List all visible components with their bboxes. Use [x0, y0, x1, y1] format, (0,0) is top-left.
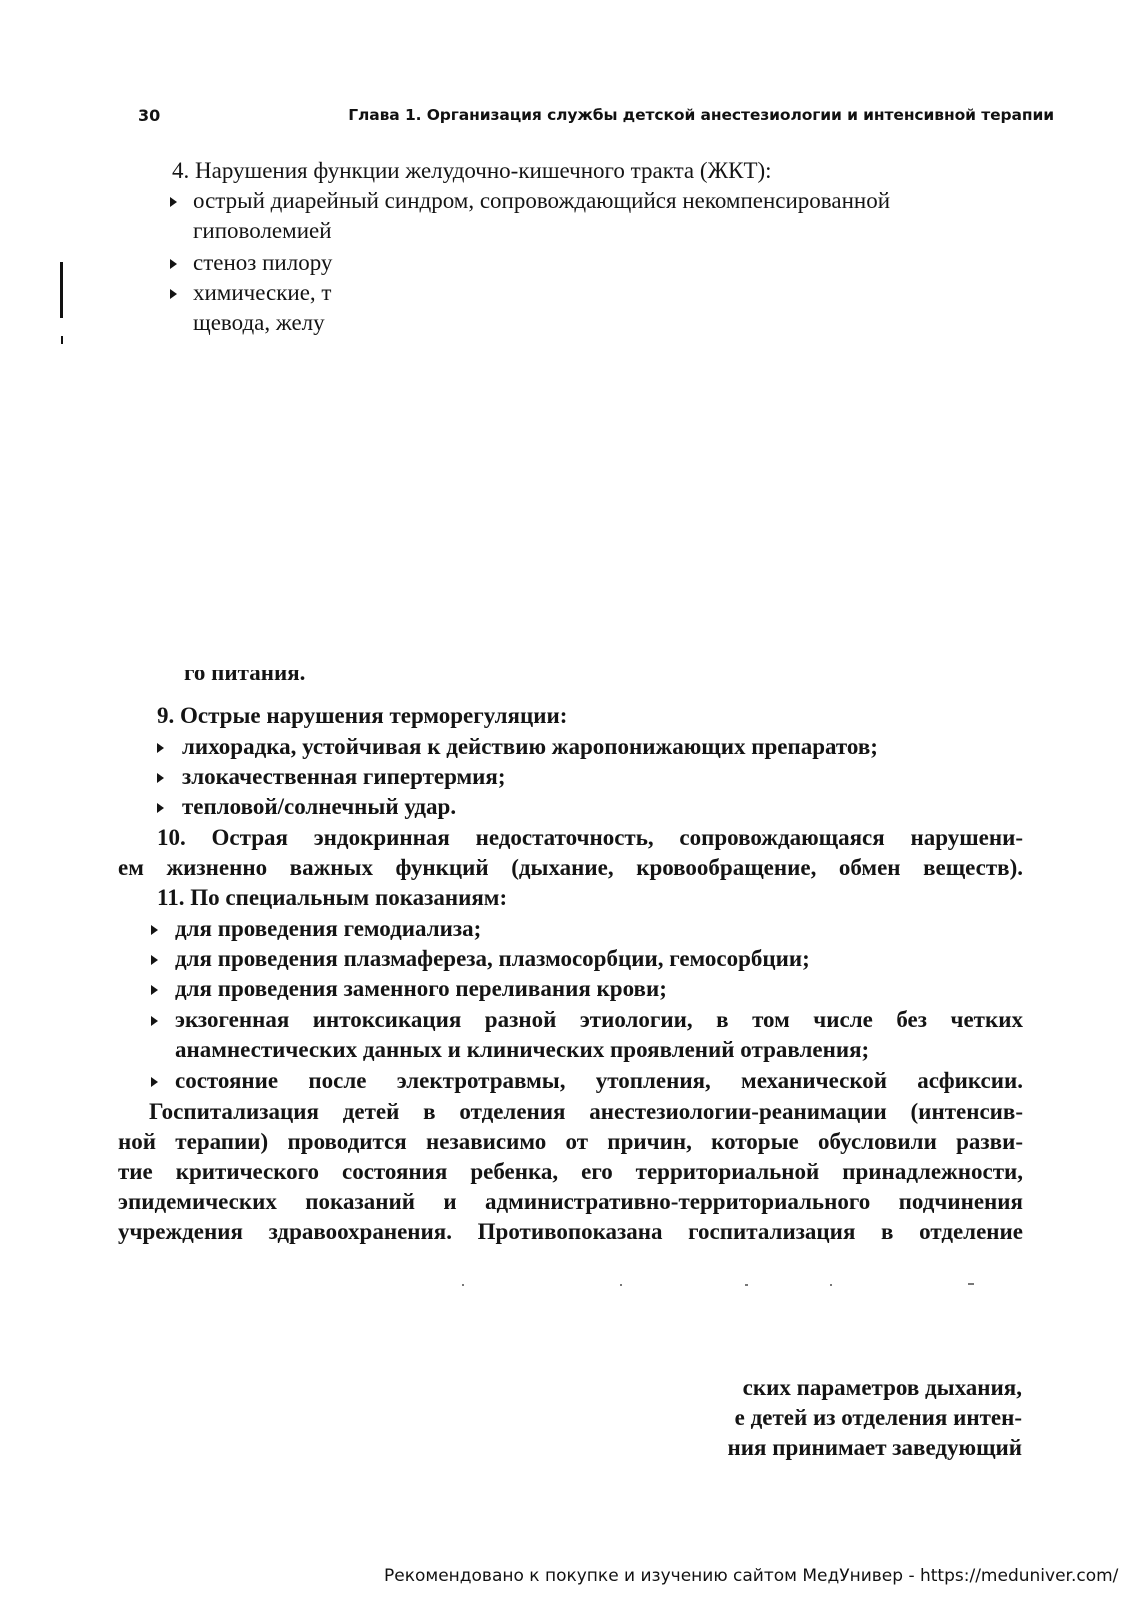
list-item: состояние после электротравмы, утопления, механической асфиксии. — [175, 1068, 1023, 1093]
bullet-icon — [170, 197, 177, 207]
fragment-line: е детей из отделения интен- — [734, 1405, 1022, 1430]
list-item: острый диарейный синдром, сопровождающийся некомпенсированной — [193, 188, 890, 213]
list-item: экзогенная интоксикация разной этиологии, в том числе без четких — [175, 1007, 1023, 1032]
chapter-title: Глава 1. Организация службы детской анестезиологии и интенсивной терапии — [348, 106, 1054, 124]
paragraph-line: ной терапии) проводится независимо от причин, которые обусловили разви- — [118, 1129, 1023, 1154]
list-item: для проведения гемодиализа; — [175, 916, 482, 941]
fragment-line: ских параметров дыхания, — [742, 1375, 1022, 1400]
list-item-continuation: анамнестических данных и клинических проявлений отравления; — [175, 1037, 870, 1062]
paragraph-line: учреждения здравоохранения. Противопоказана госпитализация в отделение — [118, 1219, 1023, 1244]
list-item: химические, т — [193, 280, 332, 305]
list-item: лихорадка, устойчивая к действию жаропонижающих препаратов; — [182, 734, 878, 759]
list-item-continuation: гиповолемией — [193, 218, 332, 243]
footer-text: Рекомендовано к покупке и изучению сайтом МедУнивер - https://meduniver.com/ — [384, 1566, 1119, 1586]
margin-bar — [60, 262, 63, 318]
bullet-icon — [170, 259, 177, 269]
list-item: для проведения плазмафереза, плазмосорбции, гемосорбции; — [175, 946, 810, 971]
paragraph-line: тие критического состояния ребенка, его территориальной принадлежности, — [118, 1159, 1023, 1184]
list-item-continuation: щевода, желу — [193, 310, 325, 335]
bullet-icon — [170, 289, 177, 299]
bullet-icon — [151, 985, 158, 995]
page-number: 30 — [138, 106, 161, 125]
cut-line-specks — [440, 1283, 980, 1287]
section4-heading: 4. Нарушения функции желудочно-кишечного тракта (ЖКТ): — [172, 158, 772, 183]
bullet-icon — [151, 1077, 158, 1087]
bullet-icon — [151, 925, 158, 935]
bullet-icon — [157, 773, 164, 783]
section11-heading: 11. По специальным показаниям: — [157, 885, 508, 910]
list-item: тепловой/солнечный удар. — [182, 794, 457, 819]
section10-line: ем жизненно важных функций (дыхание, кровообращение, обмен веществ). — [118, 855, 1023, 880]
fragment-line: ния принимает заведующий — [727, 1435, 1022, 1460]
paragraph-line: Госпитализация детей в отделения анестезиологии-реанимации (интенсив- — [149, 1099, 1023, 1124]
list-item: для проведения заменного переливания крови; — [175, 976, 667, 1001]
margin-tick — [61, 336, 63, 344]
bullet-icon — [151, 1016, 158, 1026]
list-item: стеноз пилору — [193, 250, 333, 275]
bullet-icon — [157, 803, 164, 813]
bullet-icon — [151, 955, 158, 965]
section10-line: 10. Острая эндокринная недостаточность, сопровождающаяся нарушени- — [157, 825, 1023, 850]
list-item: злокачественная гипертермия; — [182, 764, 506, 789]
paragraph-line: эпидемических показаний и административно-территориального подчинения — [118, 1189, 1023, 1214]
section9-heading: 9. Острые нарушения терморегуляции: — [157, 703, 568, 728]
bullet-icon — [157, 743, 164, 753]
cut-fragment: го питания. — [184, 670, 306, 685]
